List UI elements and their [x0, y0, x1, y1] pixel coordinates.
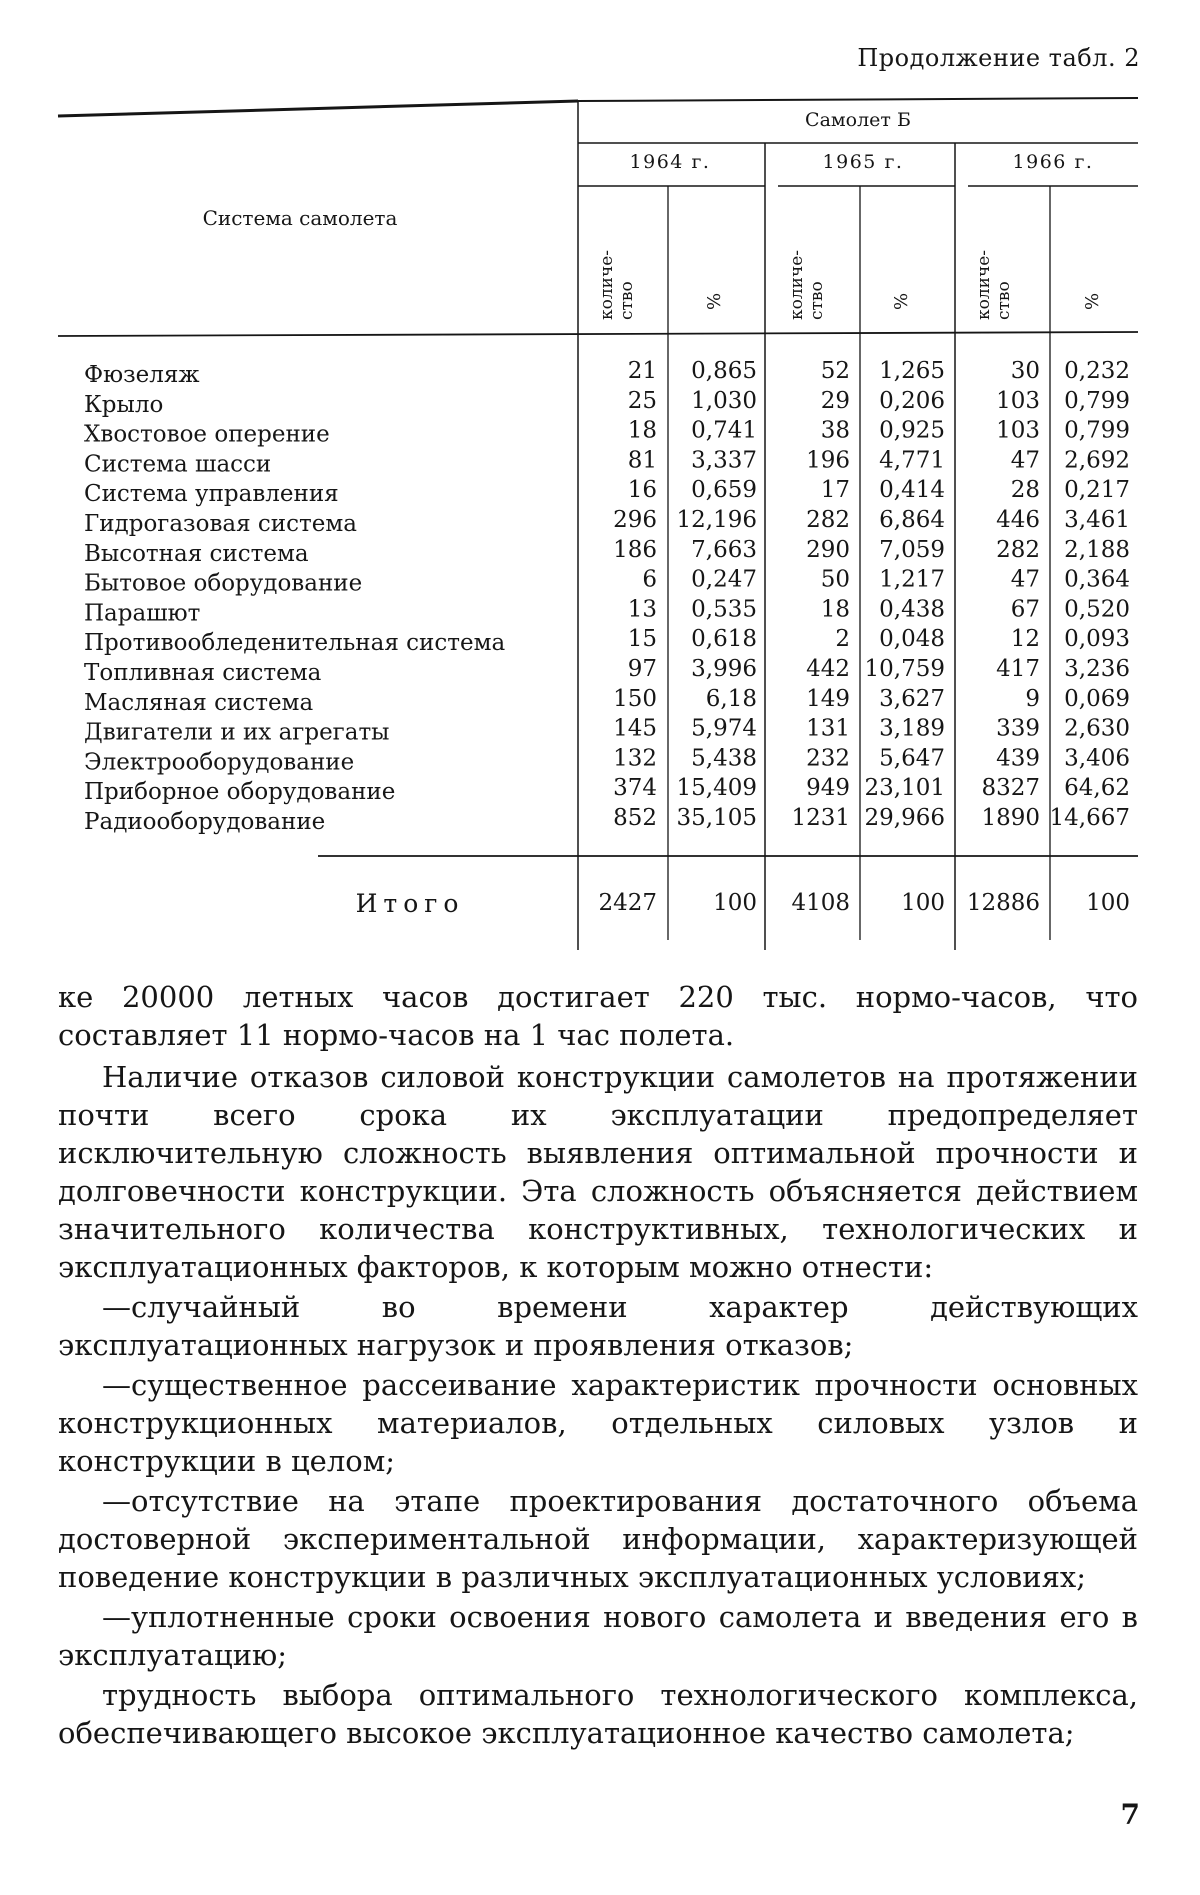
- row-value: 7,663: [691, 536, 757, 563]
- row-label: Гидрогазовая система: [84, 511, 357, 537]
- row-value: 0,799: [1064, 417, 1130, 444]
- row-value: 417: [996, 656, 1040, 682]
- row-value: 52: [820, 358, 850, 384]
- row-value: 196: [806, 447, 850, 474]
- row-value: 35,105: [676, 805, 757, 831]
- row-value: 232: [806, 745, 850, 772]
- row-label: Топливная система: [84, 660, 322, 686]
- row-label: Приборное оборудование: [84, 779, 396, 806]
- row-value: 1,030: [691, 387, 757, 414]
- header-system: Система самолета: [202, 206, 398, 230]
- row-value: 47: [1010, 447, 1040, 474]
- row-value: 131: [806, 715, 850, 742]
- row-value: 0,093: [1064, 626, 1130, 653]
- row-value: 29: [820, 387, 850, 414]
- row-value: 7,059: [879, 536, 945, 563]
- row-value: 3,189: [879, 715, 945, 742]
- row-value: 2,692: [1064, 447, 1130, 474]
- row-value: 25: [627, 387, 657, 414]
- header-year: 1964 г.: [629, 151, 711, 173]
- row-value: 0,232: [1064, 358, 1130, 384]
- header-bottom-rule: [58, 332, 1138, 336]
- header-percent: %: [1082, 292, 1103, 310]
- header-year: 1965 г.: [822, 151, 904, 173]
- row-value: 8327: [981, 775, 1040, 802]
- row-value: 0,618: [691, 626, 757, 653]
- header-percent: %: [891, 292, 912, 310]
- row-value: 21: [627, 358, 657, 384]
- row-value: 13: [627, 596, 657, 623]
- paragraph-2: Наличие отказов силовой конструкции самолетов на протяжении почти всего срока их эксплуатации предопределяет исключительную сложность выявления оптимальной прочности и долговечности конструкции. Эта сложность объясняется действием значительного количества конструктивных, технологических и эксплуатационных факторов, к которым можно отнести:: [58, 1060, 1138, 1284]
- row-value: 3,996: [691, 656, 757, 682]
- row-value: 186: [613, 536, 657, 563]
- row-value: 2,630: [1064, 715, 1130, 742]
- row-value: 67: [1010, 596, 1040, 623]
- row-value: 29,966: [864, 805, 945, 831]
- row-value: 282: [806, 507, 850, 533]
- row-value: 3,627: [879, 685, 945, 712]
- header-count: количе-: [597, 249, 617, 320]
- row-label: Масляная система: [84, 689, 314, 716]
- row-value: 6,18: [705, 685, 757, 712]
- table-caption: Продолжение табл. 2: [857, 44, 1140, 72]
- total-label: Итого: [355, 889, 465, 918]
- row-value: 132: [613, 745, 657, 772]
- total-value: 100: [713, 890, 757, 916]
- row-value: 374: [613, 775, 657, 802]
- row-value: 9: [1025, 685, 1040, 712]
- row-label: Система управления: [84, 481, 339, 508]
- list-item-1: —случайный во времени характер действующих эксплуатационных нагрузок и проявления отказов;: [58, 1290, 1138, 1362]
- row-value: 296: [613, 507, 657, 533]
- row-value: 0,069: [1064, 685, 1130, 712]
- row-value: 0,925: [879, 417, 945, 444]
- top-rule: [578, 98, 1138, 101]
- row-value: 15,409: [676, 775, 757, 802]
- row-value: 1231: [791, 805, 850, 831]
- list-item-4: —уплотненные сроки освоения нового самолета и введения его в эксплуатацию;: [58, 1600, 1138, 1672]
- row-label: Электрооборудование: [84, 749, 355, 776]
- row-value: 0,438: [879, 596, 945, 623]
- row-label: Высотная система: [84, 540, 309, 567]
- row-label: Противообледенительная система: [84, 630, 506, 657]
- row-value: 2,188: [1064, 536, 1130, 563]
- row-label: Радиооборудование: [84, 809, 326, 835]
- row-value: 81: [627, 447, 657, 474]
- header-count: количе-: [974, 249, 994, 320]
- row-value: 0,414: [879, 477, 945, 504]
- row-value: 18: [627, 417, 657, 444]
- row-value: 97: [627, 656, 657, 682]
- row-label: Бытовое оборудование: [84, 570, 363, 597]
- total-value: 12886: [966, 890, 1040, 916]
- header-plane: Самолет Б: [805, 109, 911, 131]
- row-label: Фюзеляж: [84, 362, 200, 388]
- total-value: 100: [901, 890, 945, 916]
- row-value: 0,865: [691, 358, 757, 384]
- row-value: 50: [820, 566, 850, 593]
- row-value: 0,206: [879, 387, 945, 414]
- row-value: 282: [996, 536, 1040, 563]
- row-label: Парашют: [84, 600, 201, 627]
- row-value: 149: [806, 685, 850, 712]
- list-item-3: —отсутствие на этапе проектирования достаточного объема достоверной экспериментальной информации, характеризующей поведение конструкции в различных эксплуатационных условиях;: [58, 1484, 1138, 1594]
- top-rule: [58, 101, 578, 116]
- row-value: 6,864: [879, 507, 945, 533]
- row-value: 2: [835, 626, 850, 653]
- row-value: 3,461: [1064, 507, 1130, 533]
- row-value: 5,974: [691, 715, 757, 742]
- row-value: 439: [996, 745, 1040, 772]
- row-value: 103: [996, 417, 1040, 444]
- row-value: 339: [996, 715, 1040, 742]
- paragraph-1: ке 20000 летных часов достигает 220 тыс. нормо-часов, что составляет 11 нормо-часов на 1 час полета.: [58, 980, 1138, 1052]
- row-value: 3,406: [1064, 745, 1130, 772]
- row-value: 103: [996, 387, 1040, 414]
- total-value: 100: [1086, 890, 1130, 916]
- row-value: 30: [1010, 358, 1040, 384]
- row-value: 0,048: [879, 626, 945, 653]
- header-count: ство: [617, 281, 637, 320]
- row-label: Крыло: [84, 391, 164, 418]
- row-value: 14,667: [1049, 805, 1130, 831]
- row-value: 47: [1010, 566, 1040, 593]
- row-value: 5,647: [879, 745, 945, 772]
- body-text: [58, 978, 1138, 1752]
- list-item-5: трудность выбора оптимального технологического комплекса, обеспечивающего высокое эксплуатационное качество самолета;: [58, 1678, 1138, 1750]
- row-value: 17: [820, 477, 850, 504]
- header-count: ство: [807, 281, 827, 320]
- row-value: 64,62: [1064, 775, 1130, 802]
- row-value: 16: [627, 477, 657, 504]
- row-value: 0,520: [1064, 596, 1130, 623]
- header-count: количе-: [787, 249, 807, 320]
- row-value: 38: [820, 417, 850, 444]
- row-value: 290: [806, 536, 850, 563]
- header-percent: %: [704, 292, 725, 310]
- row-value: 4,771: [879, 447, 945, 474]
- page-number: 7: [1120, 1798, 1140, 1831]
- row-value: 145: [613, 715, 657, 742]
- row-label: Двигатели и их агрегаты: [84, 719, 390, 746]
- row-value: 0,217: [1064, 477, 1130, 504]
- row-value: 3,337: [691, 447, 757, 474]
- row-value: 1,265: [879, 358, 945, 384]
- total-value: 4108: [791, 890, 850, 916]
- row-value: 446: [996, 507, 1040, 533]
- row-value: 150: [613, 685, 657, 712]
- row-value: 5,438: [691, 745, 757, 772]
- list-item-2: —существенное рассеивание характеристик прочности основных конструкционных материалов, отдельных силовых узлов и конструкции в целом;: [58, 1368, 1138, 1478]
- row-value: 12,196: [676, 507, 757, 533]
- row-value: 1890: [981, 805, 1040, 831]
- row-value: 15: [627, 626, 657, 653]
- row-value: 23,101: [864, 775, 945, 802]
- row-value: 10,759: [864, 656, 945, 682]
- total-value: 2427: [598, 890, 657, 916]
- row-value: 1,217: [879, 566, 945, 593]
- row-value: 0,659: [691, 477, 757, 504]
- header-count: ство: [994, 281, 1014, 320]
- row-value: 0,247: [691, 566, 757, 593]
- row-value: 12: [1010, 626, 1040, 653]
- row-value: 18: [820, 596, 850, 623]
- row-value: 949: [806, 775, 850, 802]
- row-value: 442: [806, 656, 850, 682]
- row-value: 0,741: [691, 417, 757, 444]
- row-label: Хвостовое оперение: [84, 421, 330, 448]
- row-value: 0,799: [1064, 387, 1130, 414]
- row-value: 28: [1010, 477, 1040, 504]
- row-value: 852: [613, 805, 657, 831]
- row-label: Система шасси: [84, 451, 272, 478]
- row-value: 3,236: [1064, 656, 1130, 682]
- row-value: 0,364: [1064, 566, 1130, 593]
- row-value: 6: [642, 566, 657, 593]
- row-value: 0,535: [691, 596, 757, 623]
- header-year: 1966 г.: [1012, 151, 1094, 173]
